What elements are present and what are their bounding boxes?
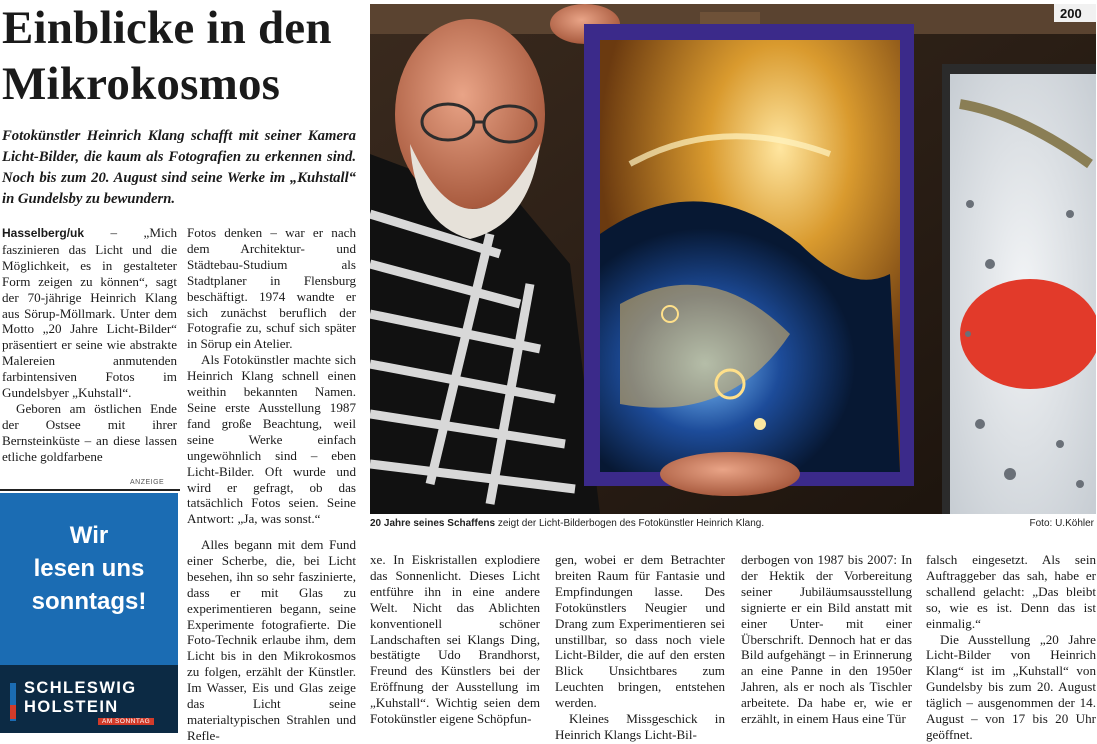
article-paragraph: gen, wobei er dem Betrachter breiten Raum für Fantasie und Empfindungen lasse. Des Fotokünstlers Neugier und Drang zum Experimentieren sei unstillbar, so dass noch viele Licht-Bilder, die auf den ersten Blick Unsichtbares zum Leuchten bringen, entstehen werden.: [555, 552, 725, 711]
article-column-6: [926, 552, 1096, 743]
ad-label: ANZEIGE: [130, 479, 165, 486]
article-paragraph: derbogen von 1987 bis 2007: In der Hektik der Vorbereitung seiner Jubiläumsausstellung signierte er ein Bild anstatt mit einer Unter- mit einer Überschrift. Dennoch hat er das Bild aufgehängt – in Erinnerung an eine Panne in den 1950er Jahren, als er noch als Tischler arbeitete. Da habe er, wie er erzählt, in einem Haus eine Tür: [741, 552, 912, 727]
newspaper-logo: [0, 665, 178, 733]
bubble-icon: [754, 418, 766, 430]
advertisement[interactable]: [0, 493, 178, 733]
article-column-2-continued: [187, 537, 356, 744]
article-paragraph: Die Ausstellung „20 Jahre Licht-Bilder von Heinrich Klang“ ist im „Kuhstall“ von Gundelsby bis zum 20. August täglich – ausgenommen der 14. August – von 17 bis 20 Uhr geöffnet.: [926, 631, 1096, 742]
ad-slogan-line: sonntags!: [31, 588, 147, 615]
ad-slogan-line: lesen uns: [33, 555, 145, 582]
article-column-3: [370, 552, 540, 727]
logo-line: HOLSTEIN: [24, 698, 119, 716]
article-paragraph: [2, 225, 177, 401]
article-paragraph: falsch eingesetzt. Als sein Auftraggeber das sah, habe er schallend gelacht: „Das bleibt so, wie es ist. Denn das ist einmalig.“: [926, 552, 1096, 631]
article-column-4: [555, 552, 725, 743]
man-hand-bottom: [660, 452, 800, 496]
article-column-1: [2, 225, 177, 465]
article-column-5: [741, 552, 912, 727]
article-paragraph: Kleines Missgeschick in Heinrich Klangs Licht-Bil-: [555, 711, 725, 742]
caption-title: 20 Jahre seines Schaffens: [370, 518, 496, 529]
ad-slogan: [0, 519, 178, 618]
red-shape: [960, 279, 1096, 389]
corner-sign-text: 200: [1060, 6, 1082, 21]
article-paragraph: Als Fotokünstler machte sich Heinrich Klang schnell einen weithin bekannten Namen. Seine erste Ausstellung 1987 fand große Beachtung, weil seine Werke einfach ungewöhnlich sind – eben Licht-Bilder. Oft wurde und wird er gefragt, ob das tatsächlich Fotos seien. Seine Antwort: „Ja, was sonst.“: [187, 352, 356, 527]
photo-credit: Foto: U.Köhler: [1029, 518, 1094, 529]
photo-illustration: [370, 4, 1096, 514]
logo-subtitle: AM SONNTAG: [98, 718, 154, 725]
article-photo: [370, 4, 1096, 514]
caption-text: zeigt der Licht-Bilderbogen des Fotokünstler Heinrich Klang.: [495, 518, 765, 529]
article-text: – „Mich faszinieren das Licht und die Möglichkeit, es in gestalteter Form zeigen zu können“, sagt der 70-jährige Heinrich Klang aus Sörup-Möllmark. Unter dem Motto „20 Jahre Licht-Bilder“ präsentiert er seine wie abstrakte Malereien anmutenden farbintensiven Fotos im Gundelsbyer „Kuhstall“.: [2, 225, 177, 401]
logo-text: [24, 679, 137, 717]
article-paragraph: Geboren am östlichen Ende der Ostsee mit ihrer Bernsteinküste – an diese lassen etliche goldfarbene: [2, 400, 177, 464]
headline-line-2: Mikrokosmos: [2, 58, 281, 110]
article-paragraph: xe. In Eiskristallen explodiere das Sonnenlicht. Dieses Licht entführe ihn in eine andere Welt. Nicht das Ablichten konventionell schöner Landschaften sei Klangs Ding, bestätigte Udo Brandhorst, Freund des Künstlers bei der Eröffnung der Ausstellung im „Kuhstall“. Wichtig seien dem Fotokünstler eigene Schöpfun-: [370, 552, 540, 727]
ad-slogan-line: Wir: [69, 522, 109, 549]
article-paragraph: Fotos denken – war er nach dem Architektur- und Städtebau-Studium als Stadtplaner in Flensburg beschäftigt. 1974 wandte er sich zunächst beruflich der Fotografie zu, schuf sich später in Sörup ein Atelier.: [187, 225, 356, 352]
article-paragraph: Alles begann mit dem Fund einer Scherbe, die, bei Licht besehen, ihn so sehr faszinierte, dass er mit Glas zu experimentieren begann, seine Experimente fotografierte. Die Foto-Technik erlaube ihm, dem Licht bis in den Mikrokosmos zu folgen, erzählt der Künstler. Im Wasser, Eis und Glas zeige das Licht seine materialtypischen Strahlen und Refle-: [187, 537, 356, 743]
ad-divider: [0, 489, 180, 491]
logo-accent-icon: [10, 705, 16, 719]
lead-paragraph: Fotokünstler Heinrich Klang schafft mit seiner Kamera Licht-Bilder, die kaum als Fotografien zu erkennen sind. Noch bis zum 20. August sind seine Werke im „Kuhstall“ in Gundelsby zu bewundern.: [2, 128, 356, 207]
logo-line: SCHLESWIG: [24, 679, 137, 697]
dateline: Hasselberg/uk: [2, 226, 85, 240]
article-column-2: [187, 225, 356, 527]
photo-caption: [370, 518, 1096, 529]
headline-line-1: Einblicke in den: [2, 2, 332, 54]
headline: [2, 0, 362, 112]
